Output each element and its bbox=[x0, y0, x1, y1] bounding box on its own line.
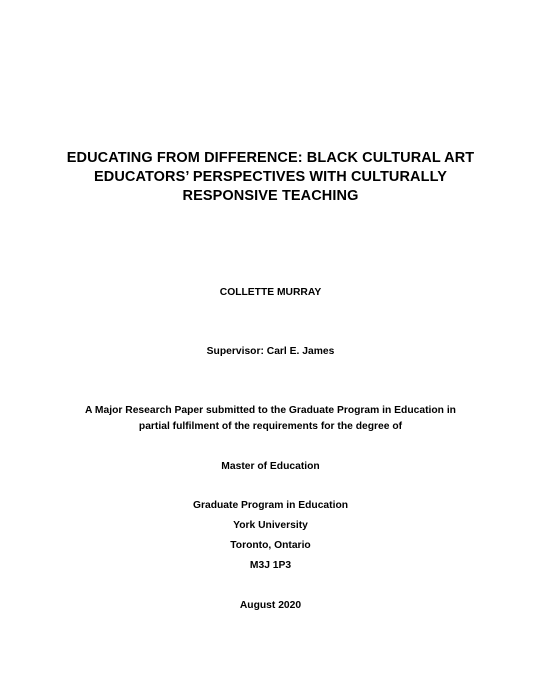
title-line-2: EDUCATORS’ PERSPECTIVES WITH CULTURALLY bbox=[93, 169, 447, 185]
institution-university: York University bbox=[233, 520, 308, 531]
submission-date: August 2020 bbox=[239, 600, 302, 611]
supervisor-line: Supervisor: Carl E. James bbox=[206, 346, 335, 357]
author-name: COLLETTE MURRAY bbox=[219, 287, 322, 298]
submission-line-2: partial fulfilment of the requirements for the degree of bbox=[138, 421, 403, 432]
institution-program: Graduate Program in Education bbox=[192, 500, 349, 511]
institution-postal-code: M3J 1P3 bbox=[249, 560, 292, 571]
title-line-3: RESPONSIVE TEACHING bbox=[182, 188, 359, 204]
degree-name: Master of Education bbox=[221, 461, 320, 472]
submission-line-1: A Major Research Paper submitted to the Graduate Program in Education in bbox=[85, 405, 456, 416]
title-line-1: EDUCATING FROM DIFFERENCE: BLACK CULTURAL ART bbox=[66, 150, 475, 166]
institution-city: Toronto, Ontario bbox=[230, 540, 311, 551]
